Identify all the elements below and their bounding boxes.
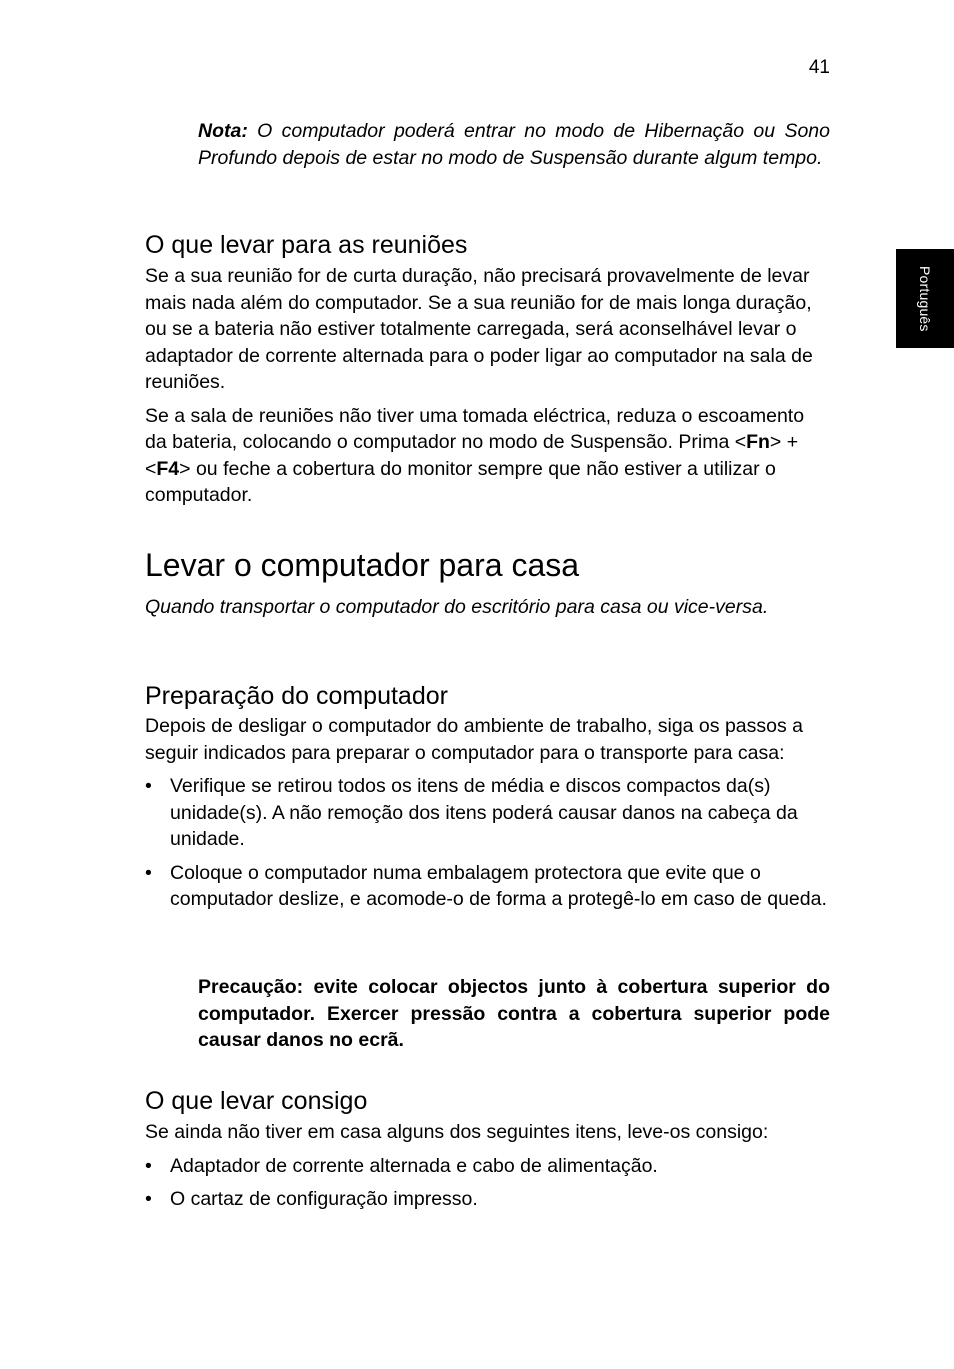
section-home bbox=[145, 546, 830, 621]
take-along-paragraph: Se ainda não tiver em casa alguns dos seguintes itens, leve-os consigo: bbox=[145, 1121, 769, 1143]
page-number: 41 bbox=[808, 57, 830, 78]
preparation-paragraph: Depois de desligar o computador do ambiente de trabalho, siga os passos a seguir indicados para preparar o computador para o transporte para casa: bbox=[145, 715, 803, 764]
bullet-icon: • bbox=[145, 1188, 152, 1210]
list-item bbox=[145, 860, 830, 913]
note-body: O computador poderá entrar no modo de Hibernação ou Sono Profundo depois de estar no modo de Suspensão durante algum tempo. bbox=[198, 120, 830, 169]
bullet-icon: • bbox=[145, 861, 152, 884]
meetings-paragraph-2 bbox=[145, 403, 830, 509]
meetings-p2-part-c: > ou feche a cobertura do monitor sempre que não estiver a utilizar o computador. bbox=[145, 457, 776, 506]
meetings-p2-part-a: Se a sala de reuniões não tiver uma tomada eléctrica, reduza o escoamento da bateria, colocando o computador no modo de Suspensão. Prima < bbox=[145, 404, 805, 453]
bullet-icon: • bbox=[145, 1154, 152, 1177]
intro-text: Quando transportar o computador do escritório para casa ou vice-versa. bbox=[145, 596, 769, 618]
meetings-p2-part-b: > + < bbox=[145, 431, 799, 480]
preparation-list bbox=[145, 773, 830, 913]
list-item bbox=[145, 1153, 830, 1180]
list-item-text: O cartaz de configuração impresso. bbox=[170, 1188, 478, 1210]
list-item bbox=[145, 1186, 830, 1213]
section-take-along bbox=[145, 1086, 830, 1213]
bullet-icon: • bbox=[145, 775, 152, 797]
main-heading: Levar o computador para casa bbox=[145, 547, 580, 583]
language-tab-label: Português bbox=[917, 265, 933, 332]
take-along-list bbox=[145, 1153, 830, 1213]
key-f4: F4 bbox=[156, 457, 180, 480]
caution-text: Precaução: evite colocar objectos junto à cobertura superior do computador. Exercer pressão contra a cobertura superior pode causar danos no ecrã. bbox=[198, 976, 830, 1051]
section-heading-preparation: Preparação do computador bbox=[145, 682, 448, 710]
section-heading-take-along: O que levar consigo bbox=[145, 1087, 368, 1115]
list-item-text: Coloque o computador numa embalagem protectora que evite que o computador deslize, e acomode-o de forma a protegê-lo em caso de queda. bbox=[170, 861, 827, 910]
meetings-paragraph-1: Se a sua reunião for de curta duração, não precisará provavelmente de levar mais nada além do computador. Se a sua reunião for de mais longa duração, ou se a bateria não estiver totalmente carregada, será aconselhável levar o adaptador de corrente alternada para o poder ligar ao computador na sala de reuniões. bbox=[145, 265, 813, 393]
section-preparation bbox=[145, 681, 830, 913]
section-meetings bbox=[145, 230, 830, 509]
caution-block bbox=[198, 974, 830, 1054]
note-block bbox=[198, 118, 830, 171]
key-fn: Fn bbox=[746, 431, 770, 453]
list-item-text: Adaptador de corrente alternada e cabo de alimentação. bbox=[170, 1154, 658, 1177]
note-label: Nota: bbox=[198, 120, 248, 142]
note-text bbox=[198, 118, 830, 171]
list-item-text: Verifique se retirou todos os itens de média e discos compactos da(s) unidade(s). A não remoção dos itens poderá causar danos na cabeça da unidade. bbox=[170, 775, 798, 850]
section-heading-meetings: O que levar para as reuniões bbox=[145, 231, 468, 259]
list-item bbox=[145, 773, 830, 853]
language-tab bbox=[896, 249, 954, 348]
